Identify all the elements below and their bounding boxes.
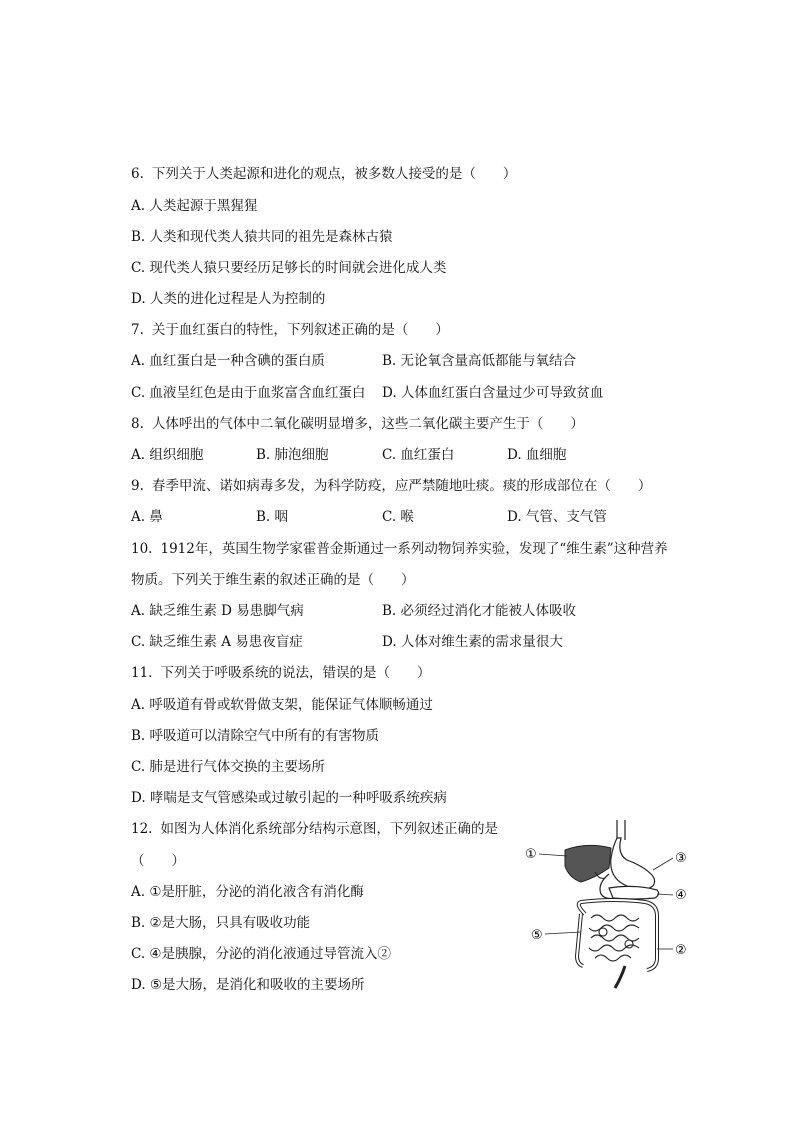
question-6-option-d[interactable]: D. 人类的进化过程是人为控制的 [131,291,326,307]
question-6-option-b[interactable]: B. 人类和现代类人猿共同的祖先是森林古猿 [131,229,393,245]
question-8-option-a[interactable]: A. 组织细胞 [131,447,204,463]
question-6-stem: 6. 下列关于人类起源和进化的观点，被多数人接受的是（ ） [131,166,517,182]
question-7-stem: 7. 关于血红蛋白的特性，下列叙述正确的是（ ） [131,322,449,338]
stomach [611,838,655,890]
question-8-option-d[interactable]: D. 血细胞 [507,447,567,463]
question-10-stem-continued: 物质。下列关于维生素的叙述正确的是（ ） [131,572,415,588]
question-8-option-b[interactable]: B. 肺泡细胞 [256,447,329,463]
question-12-option-b[interactable]: B. ②是大肠，只具有吸收功能 [131,915,311,931]
question-10-option-d[interactable]: D. 人体对维生素的需求量很大 [382,634,563,650]
question-number: 7. [131,322,144,338]
question-number: 11. [131,665,153,681]
question-6-option-c[interactable]: C. 现代类人猿只要经历足够长的时间就会进化成人类 [131,260,447,276]
question-9-stem: 9. 春季甲流、诺如病毒多发，为科学防疫，应严禁随地吐痰。痰的形成部位在（ ） [131,478,652,494]
label-3: ③ [675,851,687,866]
question-8-option-c[interactable]: C. 血红蛋白 [382,447,455,463]
question-9-option-d[interactable]: D. 气管、支气管 [507,509,607,525]
question-6-option-a[interactable]: A. 人类起源于黑猩猩 [131,198,258,214]
question-11-option-b[interactable]: B. 呼吸道可以清除空气中所有的有害物质 [131,728,380,744]
question-7-option-c[interactable]: C. 血液呈红色是由于血浆富含血红蛋白 [131,385,366,401]
question-10-option-a[interactable]: A. 缺乏维生素 D 易患脚气病 [131,603,304,619]
question-11-option-a[interactable]: A. 呼吸道有骨或软骨做支架，能保证气体顺畅通过 [131,697,433,713]
question-7-option-d[interactable]: D. 人体血红蛋白含量过少可导致贫血 [382,385,604,401]
question-number: 9. [131,478,144,494]
question-number: 10. [131,541,153,557]
question-9-option-b[interactable]: B. 咽 [256,509,289,525]
question-11-option-c[interactable]: C. 肺是进行气体交换的主要场所 [131,759,325,775]
liver [565,845,611,882]
question-11-stem: 11. 下列关于呼吸系统的说法，错误的是（ ） [131,665,431,681]
label-2: ② [675,943,687,958]
label-1: ① [525,847,537,862]
question-12-option-c[interactable]: C. ④是胰腺，分泌的消化液通过导管流入② [131,946,392,962]
question-12-option-a[interactable]: A. ①是肝脏，分泌的消化液含有消化酶 [131,884,364,900]
question-12-stem-continued: （ ） [131,853,185,869]
question-number: 8. [131,416,144,432]
pancreas [609,886,659,899]
question-10-option-c[interactable]: C. 缺乏维生素 A 易患夜盲症 [131,634,303,650]
small-intestine [589,915,639,961]
question-number: 6. [131,166,144,182]
question-10-stem: 10. 1912年，英国生物学家霍普金斯通过一系列动物饲养实验，发现了“维生素”这种营养 [131,541,668,557]
question-7-option-b[interactable]: B. 无论氧含量高低都能与氧结合 [382,353,577,369]
rectum [615,966,625,988]
digestive-system-diagram [525,818,695,996]
question-7-option-a[interactable]: A. 血红蛋白是一种含碘的蛋白质 [131,353,325,369]
question-10-option-b[interactable]: B. 必须经过消化才能被人体吸收 [382,603,577,619]
question-9-option-a[interactable]: A. 鼻 [131,509,163,525]
question-number: 12. [131,821,153,837]
label-4: ④ [675,888,687,903]
esophagus [617,820,625,840]
question-9-option-c[interactable]: C. 喉 [382,509,414,525]
question-12-option-d[interactable]: D. ⑤是大肠，是消化和吸收的主要场所 [131,977,365,993]
question-8-stem: 8. 人体呼出的气体中二氧化碳明显增多，这些二氧化碳主要产生于（ ） [131,416,584,432]
question-11-option-d[interactable]: D. 哮喘是支气管感染或过敏引起的一种呼吸系统疾病 [131,790,447,806]
question-12-stem: 12. 如图为人体消化系统部分结构示意图，下列叙述正确的是 [131,821,498,837]
label-5: ⑤ [531,928,543,943]
